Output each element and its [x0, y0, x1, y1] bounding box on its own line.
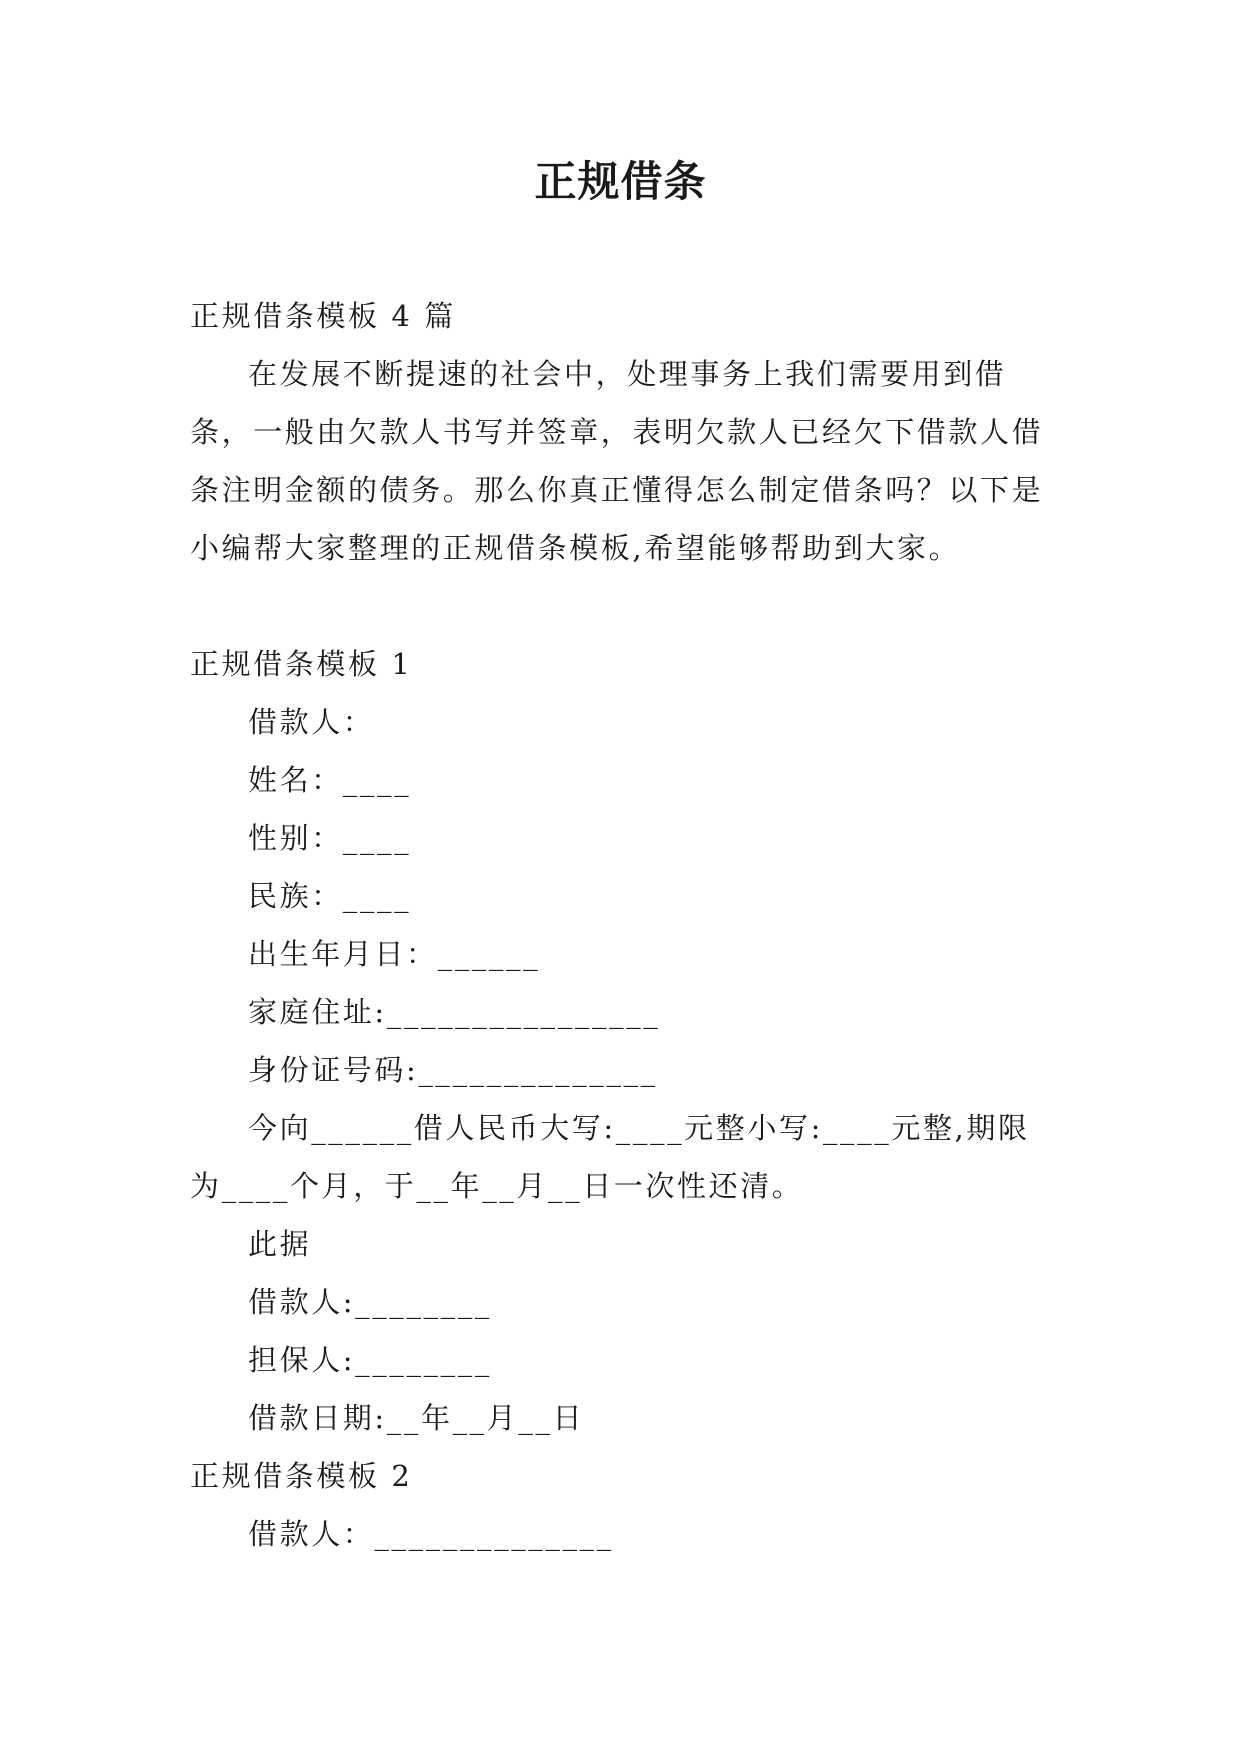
template1-borrower-label: 借款人： [248, 705, 375, 739]
template1-birth-line: 出生年月日：______ [248, 937, 541, 971]
document-body [190, 287, 1060, 1563]
template2-borrower-line: 借款人：______________ [248, 1517, 614, 1551]
document-title: 正规借条 [534, 157, 707, 206]
template1-address-line: 家庭住址:________________ [248, 995, 661, 1029]
template1-ethnicity-line: 民族：____ [248, 879, 412, 913]
intro-heading: 正规借条模板 4 篇 [190, 299, 456, 333]
template1-borrower-sign: 借款人:________ [248, 1285, 492, 1319]
template1-gender-line: 性别：____ [248, 821, 412, 855]
template1-id-line: 身份证号码:______________ [248, 1053, 658, 1087]
template1-evidence: 此据 [248, 1227, 312, 1261]
template1-loan-statement: 今向______借人民币大写:____元整小写:____元整,期限为____个月，于__年__月__日一次性还清。 [190, 1111, 1030, 1203]
template1-heading: 正规借条模板 1 [190, 647, 413, 681]
template2-heading: 正规借条模板 2 [190, 1459, 413, 1493]
template1-name-line: 姓名：____ [248, 763, 412, 797]
template1-guarantor-sign: 担保人:________ [248, 1343, 492, 1377]
template1-loan-date: 借款日期:__年__月__日 [248, 1401, 585, 1435]
intro-paragraph: 在发展不断提速的社会中，处理事务上我们需要用到借条，一般由欠款人书写并签章，表明欠款人已经欠下借款人借条注明金额的债务。那么你真正懂得怎么制定借条吗？以下是小编帮大家整理的正规借条模板,希望能够帮助到大家。 [190, 357, 1044, 565]
paragraph-gap [190, 577, 1060, 635]
